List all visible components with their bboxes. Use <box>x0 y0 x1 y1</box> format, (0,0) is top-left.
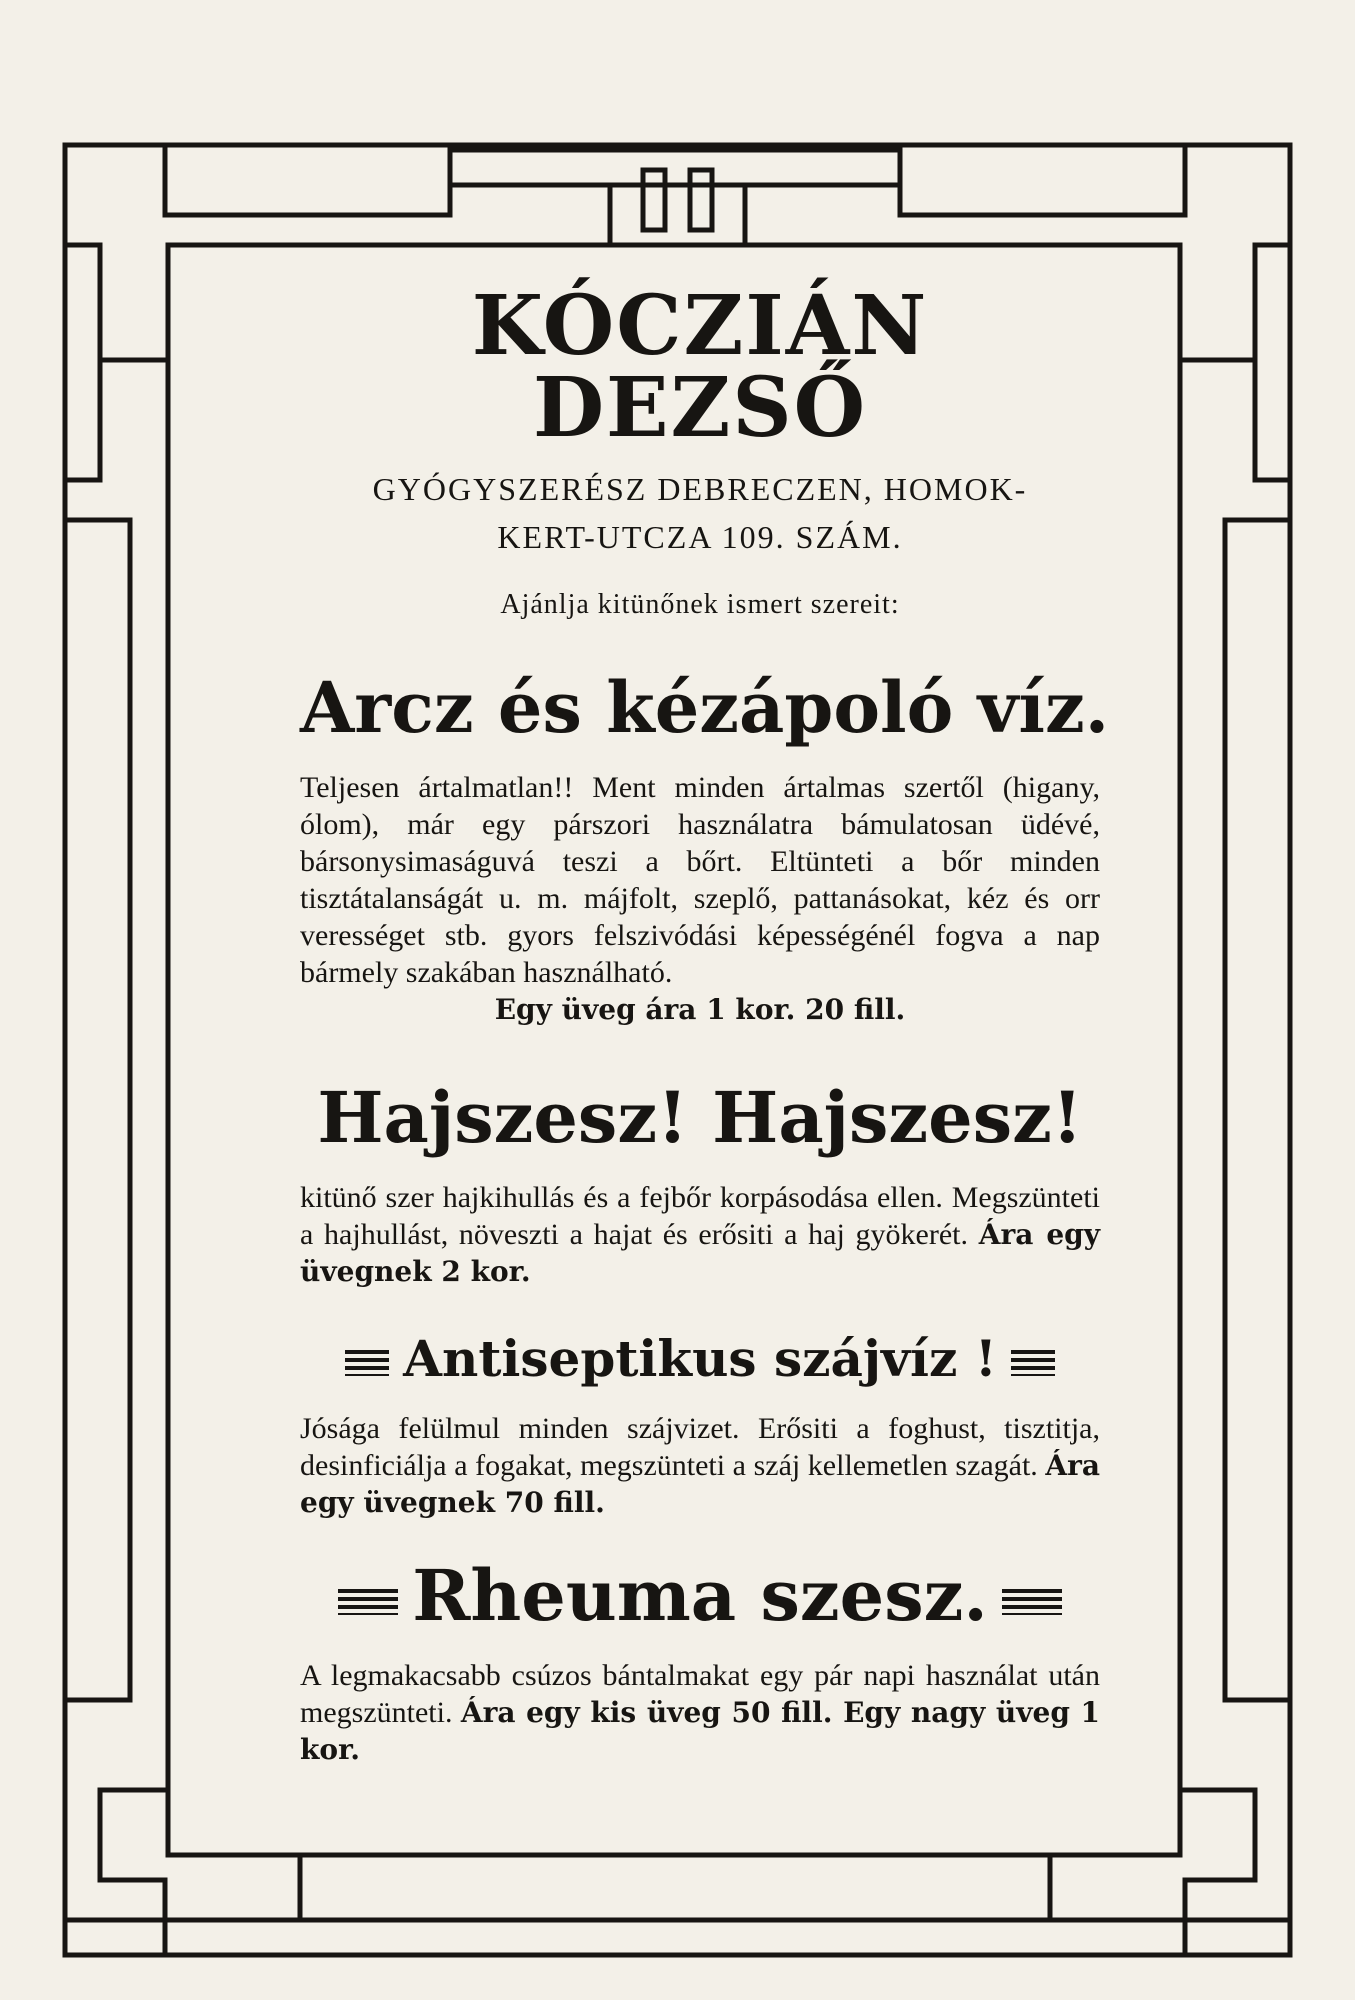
price-text: Egy üveg ára 1 kor. 20 fill. <box>494 993 906 1026</box>
rule-ornament <box>345 1350 389 1376</box>
description-text: A legmakacsabb csúzos bántalmakat egy pár napi használat után megszünteti. <box>300 1659 1100 1729</box>
product-heading: Antiseptikus szájvíz ! <box>403 1329 997 1388</box>
rule-ornament <box>1002 1589 1062 1615</box>
product-description <box>300 1657 1100 1768</box>
address <box>300 465 1100 561</box>
product-description <box>300 769 1100 1028</box>
rule-ornament <box>338 1589 398 1615</box>
description-text: Teljesen ártalmatlan!! Ment minden ártalmas szertől (higany, ólom), már egy párszori használatra bámulatosan üdévé, bársonysimaságuvá teszi a bőrt. Eltünteti a bőr minden tisztátalanságát u. m. májfolt, szeplő, pattanásokat, kéz és orr verességet stb. gyors felszivódási képességénél fogva a nap bármely szakában használható. <box>300 771 1100 989</box>
product-heading-row <box>300 1329 1100 1388</box>
product-heading-row <box>300 1554 1100 1637</box>
address-line-1: GYÓGYSZERÉSZ DEBRECZEN, HOMOK- <box>372 471 1028 507</box>
description-text: Jósága felülmul minden szájvizet. Erősiti a foghust, tisztitja, desinficiálja a fogakat, megszünteti a száj kellemetlen szagát. <box>300 1412 1100 1482</box>
pharmacist-name: KÓCZIÁN DEZSŐ <box>471 278 929 456</box>
price-text: Ára egy üvegnek 2 kor. <box>300 1218 1101 1288</box>
product-heading: Rheuma szesz. <box>412 1554 988 1637</box>
product-heading: Arcz és kézápoló víz. <box>300 666 1110 749</box>
price-text: Ára egy üvegnek 70 fill. <box>300 1449 1101 1519</box>
product-heading: Hajszesz! Hajszesz! <box>317 1076 1083 1159</box>
advert-content <box>300 278 1110 1768</box>
product-description <box>300 1410 1100 1521</box>
description-text: kitünő szer hajkihullás és a fejbőr korpásodása ellen. Megszünteti a hajhullást, növeszti a hajat és erősiti a haj gyökerét. <box>300 1181 1100 1251</box>
intro-text: Ajánlja kitünőnek ismert szereit: <box>500 589 900 620</box>
address-line-2: KERT-UTCZA 109. SZÁM. <box>497 519 903 555</box>
rule-ornament <box>1011 1350 1055 1376</box>
product-description <box>300 1179 1100 1290</box>
price-text: Ára egy kis üveg 50 fill. Egy nagy üveg 1 kor. <box>300 1696 1101 1766</box>
